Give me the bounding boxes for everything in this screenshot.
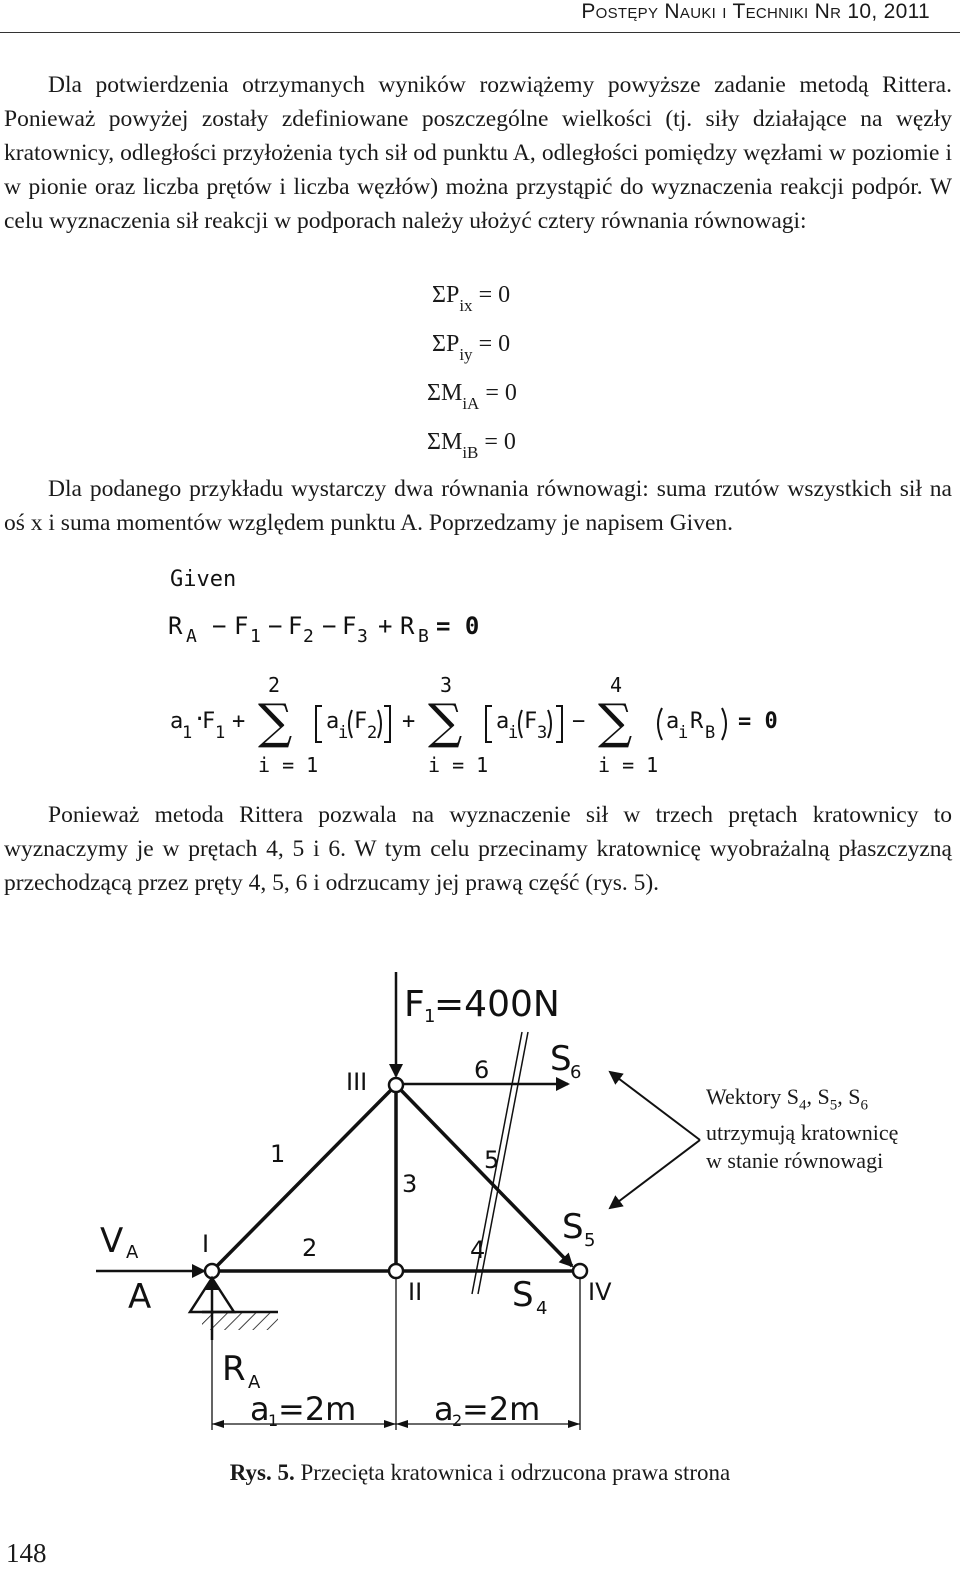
svg-text:A: A (248, 1372, 261, 1393)
label-S5: S (562, 1207, 584, 1247)
svg-text:=2m: =2m (278, 1390, 357, 1428)
note-pointer-top (610, 1072, 700, 1140)
svg-text:R: R (690, 709, 704, 734)
svg-text:a: a (326, 709, 340, 734)
svg-text:B: B (418, 626, 429, 647)
svg-text:a: a (170, 709, 184, 734)
svg-text:F: F (354, 709, 368, 734)
svg-text:= 0: = 0 (436, 612, 480, 640)
header-rule (0, 32, 960, 33)
paragraph-ritter (4, 798, 952, 900)
svg-text:4: 4 (610, 673, 623, 697)
svg-text:i = 1: i = 1 (428, 753, 489, 777)
svg-text:=400N: =400N (434, 984, 560, 1025)
svg-text:+: + (402, 709, 416, 734)
svg-text:2: 2 (367, 723, 378, 743)
force-f1-label: F (404, 984, 425, 1025)
label-VA: V (100, 1221, 124, 1261)
svg-text:−: − (212, 612, 227, 640)
svg-text:F: F (234, 612, 249, 640)
note-line-3: w stanie równowagi (706, 1148, 884, 1174)
node-II (389, 1264, 403, 1278)
journal-name: Postępy Nauki i Techniki (581, 0, 809, 23)
paragraph-intro (4, 68, 952, 238)
label-bar-1: 1 (270, 1140, 286, 1168)
running-header (581, 0, 930, 24)
label-bar-5: 5 (484, 1146, 500, 1174)
svg-text:i: i (678, 723, 689, 743)
svg-text:+: + (232, 709, 246, 734)
svg-text:R: R (400, 612, 415, 640)
given-block (0, 560, 960, 800)
equation-sum-py: $\Sigma P_{iy} = 0$ (432, 331, 511, 364)
svg-text:1: 1 (424, 1006, 436, 1027)
given-equation-2 (170, 673, 778, 777)
label-bar-6: 6 (474, 1056, 490, 1084)
svg-text:F: F (524, 709, 538, 734)
support-A (96, 1271, 278, 1340)
label-a2: a (434, 1390, 454, 1428)
svg-text:1: 1 (215, 723, 226, 743)
label-bar-3: 3 (402, 1170, 418, 1198)
equation-sum-mb: $\Sigma M_{iB} = 0$ (427, 429, 516, 462)
svg-text:·: · (193, 707, 207, 732)
svg-text:1: 1 (182, 723, 193, 743)
label-node-IV: IV (588, 1278, 612, 1306)
svg-text:4: 4 (536, 1298, 548, 1319)
svg-text:3: 3 (440, 673, 453, 697)
paragraph-given-intro-text: Dla podanego przykładu wystarczy dwa równania równowagi: suma rzutów wszystkich sił na oś x i suma momentów względem punktu A. Poprzedzamy je napisem Given. (4, 476, 952, 536)
svg-text:= 0: = 0 (738, 709, 778, 734)
label-bar-2: 2 (302, 1234, 318, 1262)
label-bar-4: 4 (470, 1236, 486, 1264)
paragraph-given-intro (4, 472, 952, 540)
note-line-1: Wektory $S_4$, $S_5$, $S_6$ (706, 1084, 868, 1114)
paragraph-intro-text: Dla potwierdzenia otrzymanych wyników rozwiążemy powyższe zadanie metodą Rittera. Ponieważ powyżej zostały zdefiniowane poszczególne wielkości (tj. siły działające na węzły kratownicy, odległości przyłożenia tych sił od punktu A, odległości pomiędzy węzłami w poziomie i w pionie oraz liczba prętów i liczba węzłów) można przystąpić do wyznaczenia reakcji podpór. W celu wyznaczenia sił reakcji w podporach należy ułożyć cztery równania równowagi: (4, 72, 952, 234)
svg-text:∑: ∑ (598, 694, 633, 750)
equation-sum-ma: $\Sigma M_{iA} = 0$ (427, 380, 517, 413)
svg-text:i = 1: i = 1 (598, 753, 659, 777)
svg-text:∑: ∑ (258, 694, 293, 750)
svg-text:i: i (508, 723, 519, 743)
svg-text:−: − (268, 612, 283, 640)
label-S6: S (550, 1039, 572, 1079)
svg-text:i = 1: i = 1 (258, 753, 319, 777)
svg-text:F: F (288, 612, 303, 640)
given-equation-1 (168, 612, 479, 647)
figure-caption (0, 1460, 960, 1486)
svg-text:−: − (572, 709, 586, 734)
truss-members (212, 1085, 580, 1271)
svg-text:a: a (496, 709, 510, 734)
caption-label: Rys. 5. (229, 1460, 295, 1485)
truss-figure (0, 960, 960, 1440)
svg-text:R: R (168, 612, 183, 640)
label-RA: R (222, 1349, 246, 1389)
label-A: A (128, 1277, 152, 1317)
svg-text:B: B (705, 723, 716, 743)
svg-text:F: F (202, 709, 216, 734)
svg-text:2: 2 (452, 1411, 463, 1430)
svg-text:5: 5 (584, 1230, 596, 1251)
label-node-I: I (202, 1230, 210, 1258)
svg-text:=2m: =2m (462, 1390, 541, 1428)
svg-text:+: + (378, 612, 393, 640)
svg-text:1: 1 (250, 626, 261, 647)
svg-text:A: A (186, 626, 197, 647)
svg-text:a: a (666, 709, 680, 734)
note-line-2: utrzymują kratownicę (706, 1120, 899, 1146)
figure-note (706, 1083, 898, 1175)
svg-text:2: 2 (303, 626, 314, 647)
svg-text:−: − (322, 612, 337, 640)
label-a1: a (250, 1390, 270, 1428)
label-S4: S (512, 1275, 534, 1315)
equation-sum-px: $\Sigma P_{ix} = 0$ (432, 282, 511, 315)
svg-text:i: i (338, 723, 349, 743)
label-node-III: III (346, 1068, 368, 1096)
svg-text:6: 6 (570, 1062, 582, 1083)
svg-text:∑: ∑ (428, 694, 463, 750)
node-IV (573, 1264, 587, 1278)
svg-text:1: 1 (268, 1411, 279, 1430)
issue-number: Nr 10, 2011 (814, 0, 930, 23)
label-node-II: II (408, 1278, 423, 1306)
note-pointer-bottom (610, 1140, 700, 1208)
node-III (389, 1078, 403, 1092)
svg-text:2: 2 (268, 673, 281, 697)
paragraph-ritter-text: Ponieważ metoda Rittera pozwala na wyznaczenie sił w trzech prętach kratownicy to wyznaczymy je w prętach 4, 5 i 6. W tym celu przecinamy kratownicę wyobrażalną płaszczyzną przechodzącą przez pręty 4, 5, 6 i odrzucamy jej prawą część (rys. 5). (4, 802, 952, 896)
page-number: 148 (6, 1538, 47, 1568)
svg-text:A: A (126, 1242, 139, 1263)
caption-text: Przecięta kratownica i odrzucona prawa strona (294, 1460, 731, 1485)
svg-text:F: F (342, 612, 357, 640)
svg-text:3: 3 (357, 626, 368, 647)
svg-text:3: 3 (537, 723, 548, 743)
given-label: Given (170, 567, 237, 592)
